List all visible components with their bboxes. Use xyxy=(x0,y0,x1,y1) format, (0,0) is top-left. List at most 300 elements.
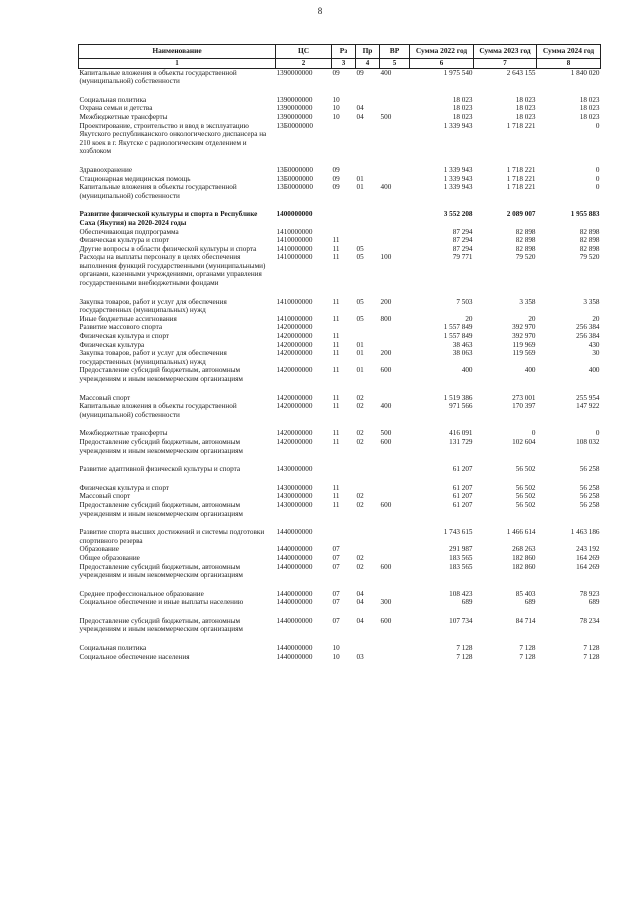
row-rz-code: 11 xyxy=(332,492,340,501)
row-vr-code: 600 xyxy=(380,366,392,375)
row-sum-2022: 1 557 849 xyxy=(443,323,473,332)
spacer-cell xyxy=(79,634,601,644)
row-pr-code: 02 xyxy=(356,393,364,402)
row-sum-2024: 18 023 xyxy=(579,95,600,104)
table-row xyxy=(79,245,601,254)
row-sum-2022: 61 207 xyxy=(452,483,473,492)
row-cs-code: 1410000000 xyxy=(276,297,313,306)
header-cs: ЦС xyxy=(276,45,332,59)
row-sum-2024: 0 xyxy=(595,174,600,183)
row-name: Массовый спорт xyxy=(79,492,131,501)
row-rz-code: 10 xyxy=(332,112,340,121)
row-rz-code: 07 xyxy=(332,553,340,562)
row-rz-code: 07 xyxy=(332,562,340,571)
table-row xyxy=(79,68,601,86)
row-name: Общее образование xyxy=(79,553,140,562)
row-vr-code: 800 xyxy=(380,314,392,323)
row-name: Развитие массового спорта xyxy=(79,323,163,332)
row-name: Развитие спорта высших достижений и системы подготовки спортивного резерва xyxy=(79,528,265,545)
budget-table xyxy=(78,44,601,661)
row-cs-code: 1420000000 xyxy=(276,429,313,438)
row-sum-2022: 291 987 xyxy=(449,545,473,554)
row-pr-code: 01 xyxy=(356,340,364,349)
row-vr-code xyxy=(380,104,410,113)
row-sum-2023: 1 718 221 xyxy=(506,183,536,192)
row-vr-code xyxy=(380,528,410,545)
row-rz-code: 11 xyxy=(332,297,340,306)
row-sum-2022: 87 294 xyxy=(452,236,473,245)
row-sum-2024: 108 032 xyxy=(576,437,600,446)
row-pr-code: 05 xyxy=(356,297,364,306)
row-vr-code xyxy=(380,228,410,237)
table-row xyxy=(79,210,601,227)
row-pr-code: 04 xyxy=(356,598,364,607)
row-pr-code: 02 xyxy=(356,402,364,411)
row-sum-2024: 255 954 xyxy=(576,393,600,402)
row-cs-code: 13Б0000000 xyxy=(276,183,313,192)
row-rz-code: 11 xyxy=(332,349,340,358)
row-sum-2022: 20 xyxy=(465,314,473,323)
row-sum-2024: 1 840 020 xyxy=(570,68,600,77)
spacer-cell xyxy=(79,86,601,96)
row-rz-code: 07 xyxy=(332,589,340,598)
row-rz-code: 11 xyxy=(332,244,340,253)
row-rz-code: 11 xyxy=(332,429,340,438)
row-sum-2024: 7 128 xyxy=(583,644,600,653)
header-row xyxy=(79,45,601,59)
spacer-cell xyxy=(79,455,601,465)
row-vr-code: 200 xyxy=(380,349,392,358)
header-sum-2023: Сумма 2023 год xyxy=(474,45,537,59)
table-row xyxy=(79,465,601,474)
row-cs-code: 1420000000 xyxy=(276,323,313,332)
row-sum-2024: 18 023 xyxy=(579,112,600,121)
row-vr-code xyxy=(380,122,410,156)
row-name: Расходы на выплаты персоналу в целях обеспечения выполнения функций государственными (муниципальными) органами, казенными учреждениями, органами управления государственными внебюджетными фондами xyxy=(79,253,266,288)
row-vr-code xyxy=(380,465,410,474)
row-pr-code xyxy=(356,166,380,175)
row-cs-code: 1420000000 xyxy=(276,349,313,358)
row-sum-2024: 56 258 xyxy=(579,483,600,492)
row-sum-2023: 56 502 xyxy=(515,465,536,474)
row-sum-2022: 61 207 xyxy=(452,500,473,509)
row-sum-2024: 56 258 xyxy=(579,465,600,474)
spacer-cell xyxy=(79,607,601,617)
row-cs-code: 1440000000 xyxy=(276,589,313,598)
header-rz: Рз xyxy=(332,45,356,59)
table-row xyxy=(79,492,601,501)
row-rz-code: 11 xyxy=(332,500,340,509)
row-vr-code: 600 xyxy=(380,500,392,509)
row-sum-2024: 243 192 xyxy=(576,545,600,554)
row-vr-code: 300 xyxy=(380,598,392,607)
row-sum-2023: 82 898 xyxy=(515,227,536,236)
row-rz-code: 11 xyxy=(332,437,340,446)
row-rz-code: 10 xyxy=(332,652,340,661)
row-pr-code: 02 xyxy=(356,437,364,446)
row-name: Предоставление субсидий бюджетным, автономным учреждениям и иным некоммерческим организациям xyxy=(79,616,243,634)
row-sum-2023: 7 128 xyxy=(519,644,536,653)
row-cs-code: 1390000000 xyxy=(276,112,313,121)
table-row xyxy=(79,183,601,200)
row-pr-code: 05 xyxy=(356,253,364,262)
row-vr-code: 600 xyxy=(380,437,392,446)
row-name: Развитие физической культуры и спорта в Республике Саха (Якутия) на 2020-2024 годы xyxy=(79,210,258,227)
table-row xyxy=(79,402,601,419)
table-row xyxy=(79,644,601,653)
row-rz-code: 11 xyxy=(332,483,340,492)
header-pr: Пр xyxy=(356,45,380,59)
row-name: Социальная политика xyxy=(79,644,147,653)
row-sum-2022: 61 207 xyxy=(452,465,473,474)
row-sum-2022: 7 128 xyxy=(456,652,473,661)
table-row xyxy=(79,228,601,237)
row-cs-code: 1410000000 xyxy=(276,244,313,253)
row-sum-2024: 256 384 xyxy=(576,332,600,341)
row-cs-code: 13Б0000000 xyxy=(276,174,313,183)
row-pr-code xyxy=(356,484,380,493)
row-name: Здравоохранение xyxy=(79,165,133,174)
row-name: Предоставление субсидий бюджетным, автономным учреждениям и иным некоммерческим организациям xyxy=(79,366,243,383)
table-row xyxy=(79,166,601,175)
row-sum-2022: 79 771 xyxy=(452,253,473,262)
row-sum-2022: 1 975 540 xyxy=(443,68,473,77)
row-vr-code xyxy=(380,323,410,332)
table-row xyxy=(79,528,601,545)
row-sum-2022: 183 565 xyxy=(449,553,473,562)
row-vr-code xyxy=(380,210,410,227)
header-sum-2022: Сумма 2022 год xyxy=(410,45,474,59)
table-row xyxy=(79,122,601,156)
row-sum-2022: 18 023 xyxy=(452,112,473,121)
row-cs-code: 1440000000 xyxy=(276,598,313,607)
row-vr-code xyxy=(380,644,410,653)
row-spacer xyxy=(79,419,601,429)
row-cs-code: 1420000000 xyxy=(276,366,313,375)
row-cs-code: 1440000000 xyxy=(276,616,313,625)
row-vr-code xyxy=(380,332,410,341)
row-pr-code xyxy=(356,644,380,653)
row-name: Физическая культура xyxy=(79,340,145,349)
row-pr-code: 01 xyxy=(356,174,364,183)
row-name: Проектирование, строительство и ввод в эксплуатацию Якутского республиканского онкологического диспансера на 210 коек в г. Якутске с радиологическим отделением и хозблоком xyxy=(79,121,267,156)
row-name: Образование xyxy=(79,545,119,554)
row-pr-code: 02 xyxy=(356,500,364,509)
row-rz-code: 10 xyxy=(332,95,340,104)
row-sum-2024: 1 955 883 xyxy=(570,210,600,219)
row-sum-2024: 82 898 xyxy=(579,227,600,236)
row-pr-code: 02 xyxy=(356,553,364,562)
row-sum-2022: 61 207 xyxy=(452,492,473,501)
row-pr-code: 01 xyxy=(356,366,364,375)
row-name: Среднее профессиональное образование xyxy=(79,589,204,598)
row-spacer xyxy=(79,634,601,644)
row-sum-2023: 102 604 xyxy=(512,437,536,446)
table-row xyxy=(79,484,601,493)
row-sum-2024: 256 384 xyxy=(576,323,600,332)
row-sum-2022: 689 xyxy=(461,598,473,607)
row-vr-code xyxy=(380,245,410,254)
row-name: Предоставление субсидий бюджетным, автономным учреждениям и иным некоммерческим организациям xyxy=(79,562,243,580)
row-name: Физическая культура и спорт xyxy=(79,332,169,341)
row-cs-code: 1410000000 xyxy=(276,314,313,323)
row-pr-code xyxy=(356,96,380,105)
row-sum-2023: 1 466 614 xyxy=(506,528,536,537)
row-sum-2023: 18 023 xyxy=(515,112,536,121)
row-sum-2023: 268 263 xyxy=(512,545,536,554)
row-name: Капитальные вложения в объекты государственной (муниципальной) собственности xyxy=(79,402,237,419)
row-sum-2022: 107 734 xyxy=(449,616,473,625)
row-pr-code xyxy=(356,465,380,474)
row-sum-2024: 20 xyxy=(592,314,600,323)
row-sum-2023: 1 718 221 xyxy=(506,174,536,183)
row-pr-code xyxy=(356,528,380,545)
row-rz-code: 10 xyxy=(332,644,340,653)
column-number: 2 xyxy=(276,58,332,68)
row-spacer xyxy=(79,580,601,590)
row-sum-2024: 78 923 xyxy=(579,589,600,598)
row-name: Капитальные вложения в объекты государственной (муниципальной) собственности xyxy=(79,183,237,200)
row-vr-code xyxy=(380,166,410,175)
row-sum-2024: 0 xyxy=(595,121,600,130)
row-vr-code xyxy=(380,175,410,184)
row-pr-code: 04 xyxy=(356,104,364,113)
column-number: 1 xyxy=(79,58,276,68)
row-sum-2023: 689 xyxy=(524,598,536,607)
column-number: 4 xyxy=(356,58,380,68)
row-sum-2022: 1 339 943 xyxy=(443,165,473,174)
row-rz-code: 11 xyxy=(332,393,340,402)
row-rz-code xyxy=(332,323,356,332)
header-sum-2024: Сумма 2024 год xyxy=(537,45,601,59)
row-rz-code xyxy=(332,465,356,474)
table-row xyxy=(79,236,601,245)
row-name: Социальное обеспечение населения xyxy=(79,652,190,661)
row-vr-code xyxy=(380,394,410,403)
row-sum-2022: 108 423 xyxy=(449,589,473,598)
row-sum-2023: 56 502 xyxy=(515,492,536,501)
row-rz-code: 11 xyxy=(332,366,340,375)
header-name: Наименование xyxy=(79,45,276,59)
row-cs-code: 1440000000 xyxy=(276,562,313,571)
row-rz-code: 07 xyxy=(332,616,340,625)
table-row xyxy=(79,554,601,563)
row-vr-code xyxy=(380,492,410,501)
row-sum-2023: 273 001 xyxy=(512,393,536,402)
row-spacer xyxy=(79,200,601,210)
row-name: Физическая культура и спорт xyxy=(79,236,169,245)
row-spacer xyxy=(79,518,601,528)
table-row xyxy=(79,104,601,113)
row-vr-code: 400 xyxy=(380,183,392,192)
row-sum-2023: 79 520 xyxy=(515,253,536,262)
row-vr-code: 500 xyxy=(380,112,392,121)
table-row xyxy=(79,323,601,332)
row-cs-code: 1440000000 xyxy=(276,553,313,562)
row-sum-2024: 0 xyxy=(595,183,600,192)
row-spacer xyxy=(79,288,601,298)
spacer-cell xyxy=(79,419,601,429)
row-pr-code: 01 xyxy=(356,349,364,358)
row-rz-code xyxy=(332,228,356,237)
table-body xyxy=(79,68,601,661)
row-sum-2022: 971 566 xyxy=(449,402,473,411)
table-row xyxy=(79,253,601,287)
row-sum-2023: 82 898 xyxy=(515,244,536,253)
row-rz-code: 09 xyxy=(332,174,340,183)
row-sum-2023: 182 860 xyxy=(512,562,536,571)
table-row xyxy=(79,315,601,324)
row-sum-2022: 400 xyxy=(461,366,473,375)
row-name: Социальная политика xyxy=(79,95,147,104)
table-row xyxy=(79,341,601,350)
row-name: Социальное обеспечение и иные выплаты населению xyxy=(79,598,244,607)
row-pr-code: 09 xyxy=(356,68,364,77)
row-sum-2022: 1 519 386 xyxy=(443,393,473,402)
row-sum-2023: 0 xyxy=(531,429,536,438)
column-number: 5 xyxy=(380,58,410,68)
column-number: 3 xyxy=(332,58,356,68)
row-sum-2024: 164 269 xyxy=(576,553,600,562)
row-vr-code xyxy=(380,554,410,563)
row-spacer xyxy=(79,384,601,394)
spacer-cell xyxy=(79,384,601,394)
row-pr-code: 05 xyxy=(356,314,364,323)
table-row xyxy=(79,598,601,607)
table-row xyxy=(79,438,601,455)
column-number-row xyxy=(79,58,601,68)
row-sum-2024: 82 898 xyxy=(579,244,600,253)
row-sum-2023: 392 970 xyxy=(512,332,536,341)
row-rz-code xyxy=(332,210,356,227)
row-cs-code: 1410000000 xyxy=(276,253,313,262)
row-name: Развитие адаптивной физической культуры и спорта xyxy=(79,465,241,474)
row-pr-code: 03 xyxy=(356,652,364,661)
row-name: Обеспечивающая подпрограмма xyxy=(79,227,179,236)
row-sum-2024: 147 922 xyxy=(576,402,600,411)
row-sum-2024: 400 xyxy=(588,366,600,375)
row-name: Физическая культура и спорт xyxy=(79,483,169,492)
row-pr-code: 04 xyxy=(356,112,364,121)
row-sum-2022: 7 503 xyxy=(456,297,473,306)
row-cs-code: 1440000000 xyxy=(276,652,313,661)
row-name: Межбюджетные трансферты xyxy=(79,429,168,438)
row-cs-code: 1440000000 xyxy=(276,644,313,653)
row-rz-code: 09 xyxy=(332,165,340,174)
row-cs-code: 1400000000 xyxy=(276,210,313,219)
table-row xyxy=(79,590,601,599)
row-vr-code: 500 xyxy=(380,429,392,438)
table-row xyxy=(79,366,601,383)
row-sum-2023: 7 128 xyxy=(519,652,536,661)
row-sum-2023: 1 718 221 xyxy=(506,121,536,130)
row-sum-2022: 1 339 943 xyxy=(443,183,473,192)
row-sum-2023: 182 860 xyxy=(512,553,536,562)
row-rz-code: 07 xyxy=(332,545,340,554)
table-row xyxy=(79,298,601,315)
row-cs-code: 1420000000 xyxy=(276,332,313,341)
row-spacer xyxy=(79,156,601,166)
spacer-cell xyxy=(79,518,601,528)
row-vr-code: 400 xyxy=(380,402,392,411)
row-cs-code: 1440000000 xyxy=(276,545,313,554)
row-sum-2024: 79 520 xyxy=(579,253,600,262)
row-pr-code xyxy=(356,545,380,554)
row-name: Стационарная медицинская помощь xyxy=(79,174,191,183)
table-row xyxy=(79,501,601,518)
row-sum-2024: 30 xyxy=(592,349,600,358)
row-sum-2024: 56 258 xyxy=(579,492,600,501)
row-sum-2024: 56 258 xyxy=(579,500,600,509)
row-spacer xyxy=(79,474,601,484)
row-vr-code: 400 xyxy=(380,68,392,77)
row-sum-2024: 3 358 xyxy=(583,297,600,306)
row-cs-code: 1430000000 xyxy=(276,465,313,474)
row-vr-code: 600 xyxy=(380,616,392,625)
row-sum-2022: 1 557 849 xyxy=(443,332,473,341)
row-sum-2023: 18 023 xyxy=(515,104,536,113)
row-cs-code: 1430000000 xyxy=(276,492,313,501)
row-rz-code: 09 xyxy=(332,68,340,77)
row-cs-code: 13Б0000000 xyxy=(276,165,313,174)
row-pr-code: 02 xyxy=(356,429,364,438)
row-name: Другие вопросы в области физической культуры и спорта xyxy=(79,244,257,253)
table-row xyxy=(79,653,601,662)
table-row xyxy=(79,113,601,122)
row-vr-code xyxy=(380,545,410,554)
row-sum-2023: 20 xyxy=(528,314,536,323)
row-pr-code xyxy=(356,122,380,156)
row-name: Предоставление субсидий бюджетным, автономным учреждениям и иным некоммерческим организациям xyxy=(79,500,243,518)
spacer-cell xyxy=(79,200,601,210)
row-sum-2022: 87 294 xyxy=(452,244,473,253)
spacer-cell xyxy=(79,580,601,590)
row-vr-code xyxy=(380,236,410,245)
row-vr-code: 100 xyxy=(380,253,392,262)
row-sum-2023: 85 403 xyxy=(515,589,536,598)
row-rz-code: 11 xyxy=(332,236,340,245)
row-sum-2024: 0 xyxy=(595,165,600,174)
row-cs-code: 1420000000 xyxy=(276,402,313,411)
row-sum-2022: 1 743 615 xyxy=(443,528,473,537)
row-cs-code: 1410000000 xyxy=(276,236,313,245)
header-vr: ВР xyxy=(380,45,410,59)
row-sum-2024: 164 269 xyxy=(576,562,600,571)
row-sum-2023: 2 089 007 xyxy=(506,210,536,219)
row-rz-code: 11 xyxy=(332,253,340,262)
row-sum-2024: 1 463 186 xyxy=(570,528,600,537)
row-cs-code: 1410000000 xyxy=(276,227,313,236)
row-sum-2022: 38 063 xyxy=(452,349,473,358)
table-row xyxy=(79,563,601,580)
table-row xyxy=(79,617,601,634)
row-sum-2023: 170 397 xyxy=(512,402,536,411)
row-sum-2023: 400 xyxy=(524,366,536,375)
row-sum-2024: 18 023 xyxy=(579,104,600,113)
row-vr-code: 600 xyxy=(380,562,392,571)
column-number: 8 xyxy=(537,58,601,68)
row-sum-2022: 38 463 xyxy=(452,340,473,349)
row-pr-code xyxy=(356,323,380,332)
row-name: Закупка товаров, работ и услуг для обеспечения государственных (муниципальных) нужд xyxy=(79,349,227,366)
row-cs-code: 1420000000 xyxy=(276,393,313,402)
row-sum-2022: 416 091 xyxy=(449,429,473,438)
row-pr-code xyxy=(356,332,380,341)
row-sum-2022: 1 339 943 xyxy=(443,174,473,183)
row-sum-2023: 119 569 xyxy=(512,349,536,358)
row-cs-code: 1430000000 xyxy=(276,500,313,509)
row-sum-2023: 82 898 xyxy=(515,236,536,245)
